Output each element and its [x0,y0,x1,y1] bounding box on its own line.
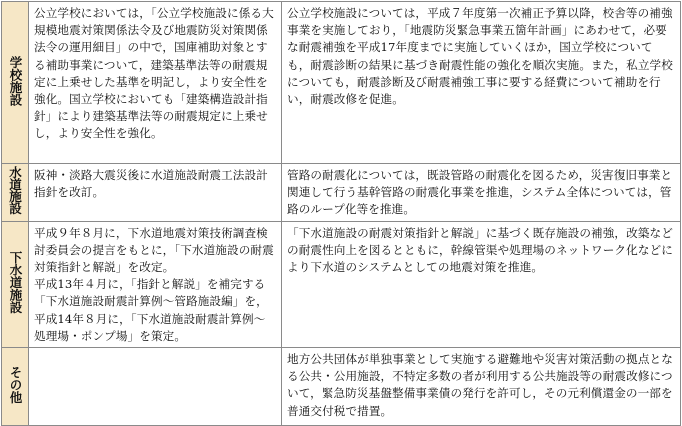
standards-text: 阪神・淡路大震災後に水道施設耐震工法設計指針を改訂。 [34,168,268,200]
category-label: 水道施設 [7,166,23,215]
standards-cell [29,221,282,347]
measures-cell [282,2,681,164]
measures-text: 管路の耐震化については，既設管路の耐震化を図るため，災害復旧事業と関連して行う基幹管路の耐震化事業を推進，システム全体については，管路のループ化等を推進。 [287,168,673,217]
table-row-other [2,348,681,426]
standards-cell [29,348,282,426]
standards-text: 平成９年８月に，下水道地震対策技術調査検討委員会の提言をもとに，「下水道施設の耐震対策指針と解説」を改定。 [34,225,274,275]
category-cell [2,221,29,347]
measures-cell [282,221,681,347]
measures-cell [282,348,681,426]
category-cell [2,164,29,222]
category-cell [2,348,29,426]
table-row-water [2,164,681,222]
measures-text: 地方公共団体が単独事業として実施する避難地や災害対策活動の拠点となる公共・公用施設，不特定多数の者が利用する公共施設等の耐震改修について，緊急防災基盤整備事業債の発行を許可し，その元利償還金の一部を普通交付税で措置。 [287,352,673,418]
table-row-school [2,2,681,164]
measures-cell [282,164,681,222]
policy-table [1,1,681,426]
measures-text: 公立学校施設については，平成７年度第一次補正予算以降，校舎等の補強事業を実施しており，「地震防災緊急事業五箇年計画」にあわせて，必要な耐震補強を平成17年度までに実施していくほか，国立学校についても，耐震診断の結果に基づき耐震性能の強化を順次実施。また，私立学校についても，耐震診断及び耐震補強工事に要する経費について補助を行い，耐震改修を促進。 [287,6,673,107]
standards-text: 平成13年４月に，「指針と解説」を補完する「下水道施設耐震計算例～管路施設編」を，平成14年８月に，「下水道施設耐震計算例～処理場・ポンプ場」を策定。 [34,277,268,343]
standards-cell [29,164,282,222]
category-label: その他 [8,365,23,404]
category-label: 下水道施設 [8,251,23,314]
category-label: 学校施設 [8,55,23,106]
standards-text: 公立学校においては，「公立学校施設に係る大規模地震対策関係法令及び地震防災対策関係法令の運用細目」の中で，国庫補助対象とする補助事業について，建築基準法等の耐震規定に上乗せした基準を明記し，より安全性を強化。国立学校においても「建築構造設計指針」により建築基準法等の耐震規定に上乗せし，より安全性を強化。 [34,6,274,141]
standards-cell [29,2,282,164]
measures-text: 「下水道施設の耐震対策指針と解説」に基づく既存施設の補強，改築などの耐震性向上を図るとともに，幹線管渠や処理場のネットワーク化などにより下水道のシステムとしての地震対策を推進。 [287,225,673,275]
category-cell [2,2,29,164]
table-row-sewer [2,221,681,347]
